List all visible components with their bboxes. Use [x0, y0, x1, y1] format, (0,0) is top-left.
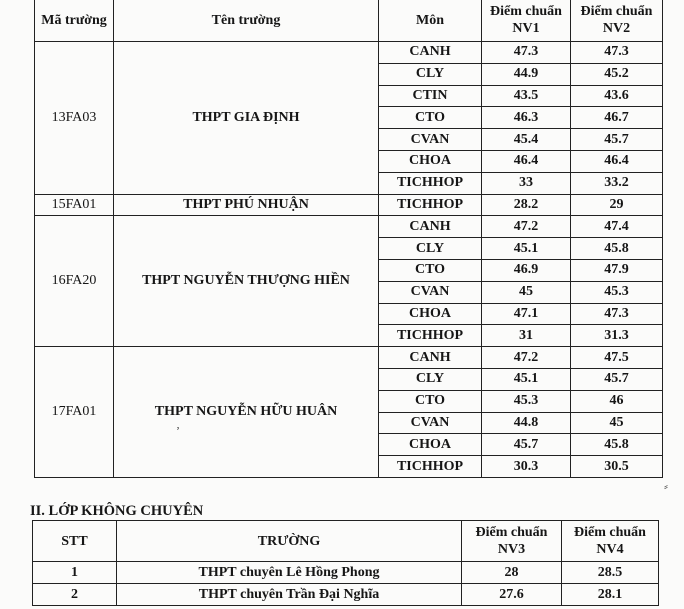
header-nv2-line1: Điểm chuẩn	[580, 4, 653, 19]
header-stt: STT	[33, 521, 117, 562]
nv2-score-cell: 47.4	[571, 216, 663, 238]
nv2-score-cell: 45.8	[571, 238, 663, 260]
nv1-score-cell: 47.2	[482, 347, 571, 369]
header-nv2	[571, 0, 663, 42]
nv1-score-cell: 46.9	[482, 259, 571, 281]
subject-cell: CTO	[379, 259, 482, 281]
table-row	[33, 562, 659, 584]
nv1-score-cell: 45.7	[482, 434, 571, 456]
school-name-cell: THPT PHÚ NHUẬN	[114, 194, 379, 216]
nv1-score-cell: 44.9	[482, 63, 571, 85]
school-code-cell: 13FA03	[35, 42, 114, 195]
school-name-cell: THPT GIA ĐỊNH	[114, 42, 379, 195]
header-nv2-line2: NV2	[602, 21, 631, 36]
subject-cell: CANH	[379, 42, 482, 64]
header-nv1-line2: NV1	[512, 21, 540, 36]
school-cell: THPT chuyên Trần Đại Nghĩa	[117, 584, 462, 606]
subject-cell: CTO	[379, 107, 482, 129]
nv1-score-cell: 47.3	[482, 42, 571, 64]
header-nv4-line2: NV4	[596, 542, 624, 557]
school-code-cell: 17FA01	[35, 347, 114, 478]
subject-cell: CHOA	[379, 303, 482, 325]
header-nv4	[562, 521, 659, 562]
header-nv3	[462, 521, 562, 562]
subject-cell: TICHHOP	[379, 172, 482, 194]
nv1-score-cell: 31	[482, 325, 571, 347]
nv1-score-cell: 46.3	[482, 107, 571, 129]
nv2-score-cell: 47.3	[571, 42, 663, 64]
subject-cell: CVAN	[379, 129, 482, 151]
nv2-score-cell: 31.3	[571, 325, 663, 347]
nv4-score-cell: 28.1	[562, 584, 659, 606]
nv2-score-cell: 45.8	[571, 434, 663, 456]
subject-cell: CLY	[379, 368, 482, 390]
table-row	[33, 584, 659, 606]
subject-cell: CHOA	[379, 434, 482, 456]
non-specialized-table	[32, 520, 659, 606]
subject-cell: CTIN	[379, 85, 482, 107]
table-row	[35, 216, 663, 238]
header-subject: Môn	[379, 0, 482, 42]
nv2-score-cell: 33.2	[571, 172, 663, 194]
cutoff-scores-table	[34, 0, 663, 478]
nv1-score-cell: 45.1	[482, 368, 571, 390]
nv2-score-cell: 30.5	[571, 456, 663, 478]
subject-cell: CVAN	[379, 412, 482, 434]
header-nv1	[482, 0, 571, 42]
subject-cell: CLY	[379, 63, 482, 85]
nv2-score-cell: 47.5	[571, 347, 663, 369]
stray-pen-mark: ʼ	[176, 424, 180, 438]
nv1-score-cell: 28.2	[482, 194, 571, 216]
header-school: TRƯỜNG	[117, 521, 462, 562]
nv2-score-cell: 45	[571, 412, 663, 434]
subject-cell: CHOA	[379, 150, 482, 172]
subject-cell: CANH	[379, 216, 482, 238]
stray-pen-mark: ⸗	[664, 479, 668, 493]
subject-cell: TICHHOP	[379, 325, 482, 347]
nv1-score-cell: 47.2	[482, 216, 571, 238]
header-school-code: Mã trường	[35, 0, 114, 42]
nv4-score-cell: 28.5	[562, 562, 659, 584]
section-title: II. LỚP KHÔNG CHUYÊN	[30, 503, 204, 519]
table-header-row	[35, 0, 663, 42]
nv1-score-cell: 44.8	[482, 412, 571, 434]
school-code-cell: 16FA20	[35, 216, 114, 347]
nv2-score-cell: 45.3	[571, 281, 663, 303]
nv2-score-cell: 46	[571, 390, 663, 412]
subject-cell: TICHHOP	[379, 456, 482, 478]
nv2-score-cell: 46.7	[571, 107, 663, 129]
nv1-score-cell: 33	[482, 172, 571, 194]
nv2-score-cell: 47.3	[571, 303, 663, 325]
header-nv3-line1: Điểm chuẩn	[475, 525, 548, 540]
table-body	[33, 562, 659, 606]
header-nv1-line1: Điểm chuẩn	[490, 4, 562, 19]
nv2-score-cell: 45.7	[571, 129, 663, 151]
subject-cell: CLY	[379, 238, 482, 260]
nv1-score-cell: 47.1	[482, 303, 571, 325]
nv2-score-cell: 46.4	[571, 150, 663, 172]
header-nv3-line2: NV3	[497, 542, 526, 557]
nv2-score-cell: 47.9	[571, 259, 663, 281]
nv2-score-cell: 43.6	[571, 85, 663, 107]
stt-cell: 2	[33, 584, 117, 606]
nv2-score-cell: 45.7	[571, 368, 663, 390]
table-row	[35, 42, 663, 64]
nv3-score-cell: 27.6	[462, 584, 562, 606]
nv3-score-cell: 28	[462, 562, 562, 584]
nv1-score-cell: 43.5	[482, 85, 571, 107]
nv2-score-cell: 45.2	[571, 63, 663, 85]
nv1-score-cell: 45	[482, 281, 571, 303]
subject-cell: CVAN	[379, 281, 482, 303]
nv1-score-cell: 30.3	[482, 456, 571, 478]
nv1-score-cell: 45.4	[482, 129, 571, 151]
school-name-cell: THPT NGUYỄN HỮU HUÂN	[114, 347, 379, 478]
table-row	[35, 194, 663, 216]
subject-cell: TICHHOP	[379, 194, 482, 216]
table-body	[35, 42, 663, 478]
table-row	[35, 347, 663, 369]
nv2-score-cell: 29	[571, 194, 663, 216]
subject-cell: CANH	[379, 347, 482, 369]
subject-cell: CTO	[379, 390, 482, 412]
header-school-name: Tên trường	[114, 0, 379, 42]
nv1-score-cell: 45.1	[482, 238, 571, 260]
school-name-cell: THPT NGUYỄN THƯỢNG HIỀN	[114, 216, 379, 347]
school-code-cell: 15FA01	[35, 194, 114, 216]
header-nv4-line1: Điểm chuẩn	[574, 525, 646, 540]
nv1-score-cell: 46.4	[482, 150, 571, 172]
nv1-score-cell: 45.3	[482, 390, 571, 412]
school-cell: THPT chuyên Lê Hồng Phong	[117, 562, 462, 584]
stt-cell: 1	[33, 562, 117, 584]
table-header-row	[33, 521, 659, 562]
